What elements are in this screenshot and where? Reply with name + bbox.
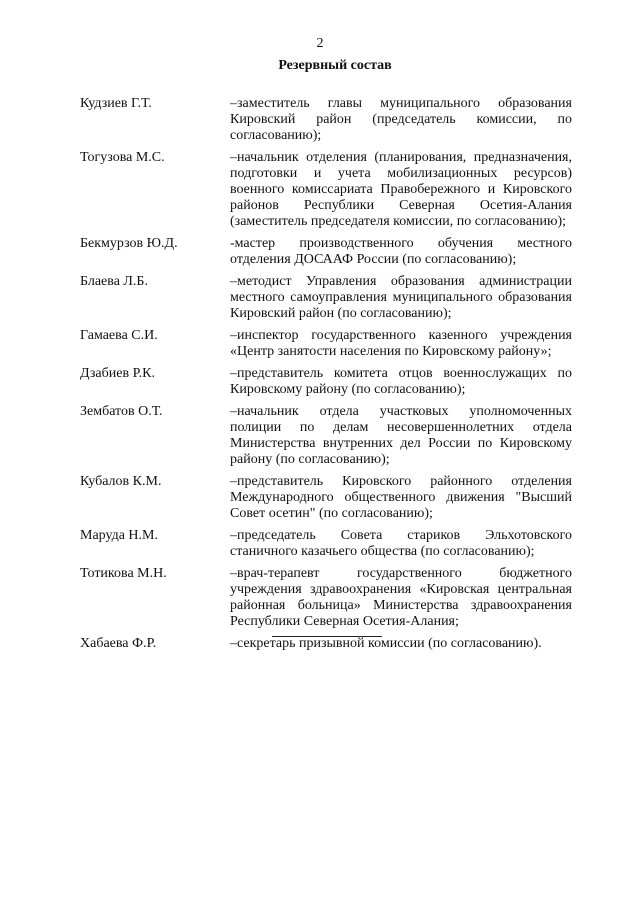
member-role: –представитель Кировского районного отделения Международного общественного движения "Высший Совет осетин" (по согласованию); <box>230 474 572 521</box>
member-name: Хабаева Ф.Р. <box>80 636 157 651</box>
page-title: Резервный состав <box>278 58 392 73</box>
list-item <box>80 274 572 322</box>
member-role: –заместитель главы муниципального образования Кировский район (председатель комиссии, по согласованию); <box>230 96 572 143</box>
member-name: Кубалов К.М. <box>80 474 162 489</box>
member-role: –представитель комитета отцов военнослужащих по Кировскому району (по согласованию); <box>230 366 572 397</box>
member-role: –начальник отделения (планирования, предназначения, подготовки и учета мобилизационных ресурсов) военного комиссариата Правобережного и Кировского районов Республики Северная Осетия-Алания (заместитель председателя комиссии, по согласованию); <box>230 150 572 229</box>
member-name: Блаева Л.Б. <box>80 274 148 289</box>
list-item <box>80 328 572 360</box>
list-item <box>80 150 572 230</box>
page-number: 2 <box>316 36 324 51</box>
member-role: –методист Управления образования администрации местного самоуправления муниципального образования Кировский район (по согласованию); <box>230 274 572 321</box>
list-item <box>80 404 572 468</box>
list-item <box>80 528 572 560</box>
member-name: Дзабиев Р.К. <box>80 366 155 381</box>
member-role: –председатель Совета стариков Эльхотовского станичного казачьего общества (по согласованию); <box>230 528 572 559</box>
list-item <box>80 474 572 522</box>
member-name: Маруда Н.М. <box>80 528 158 543</box>
member-role: -мастер производственного обучения местного отделения ДОСААФ России (по согласованию); <box>230 236 572 267</box>
member-list <box>80 96 572 658</box>
end-separator <box>272 636 382 637</box>
member-role: –начальник отдела участковых уполномоченных полиции по делам несовершеннолетних отдела Министерства внутренних дел России по Кировскому району (по согласованию); <box>230 404 572 467</box>
member-role: –врач-терапевт государственного бюджетного учреждения здравоохранения «Кировская центральная районная больница» Министерства здравоохранения Республики Северная Осетия-Алания; <box>230 566 572 629</box>
list-item <box>80 566 572 630</box>
member-role: –секретарь призывной комиссии (по согласованию). <box>230 636 542 651</box>
list-item <box>80 96 572 144</box>
member-name: Кудзиев Г.Т. <box>80 96 152 111</box>
member-name: Тогузова М.С. <box>80 150 165 165</box>
member-name: Гамаева С.И. <box>80 328 158 343</box>
list-item <box>80 366 572 398</box>
list-item <box>80 236 572 268</box>
list-item <box>80 636 572 652</box>
member-name: Тотикова М.Н. <box>80 566 167 581</box>
member-name: Бекмурзов Ю.Д. <box>80 236 178 251</box>
member-role: –инспектор государственного казенного учреждения «Центр занятости населения по Кировскому району»; <box>230 328 572 359</box>
member-name: Зембатов О.Т. <box>80 404 163 419</box>
